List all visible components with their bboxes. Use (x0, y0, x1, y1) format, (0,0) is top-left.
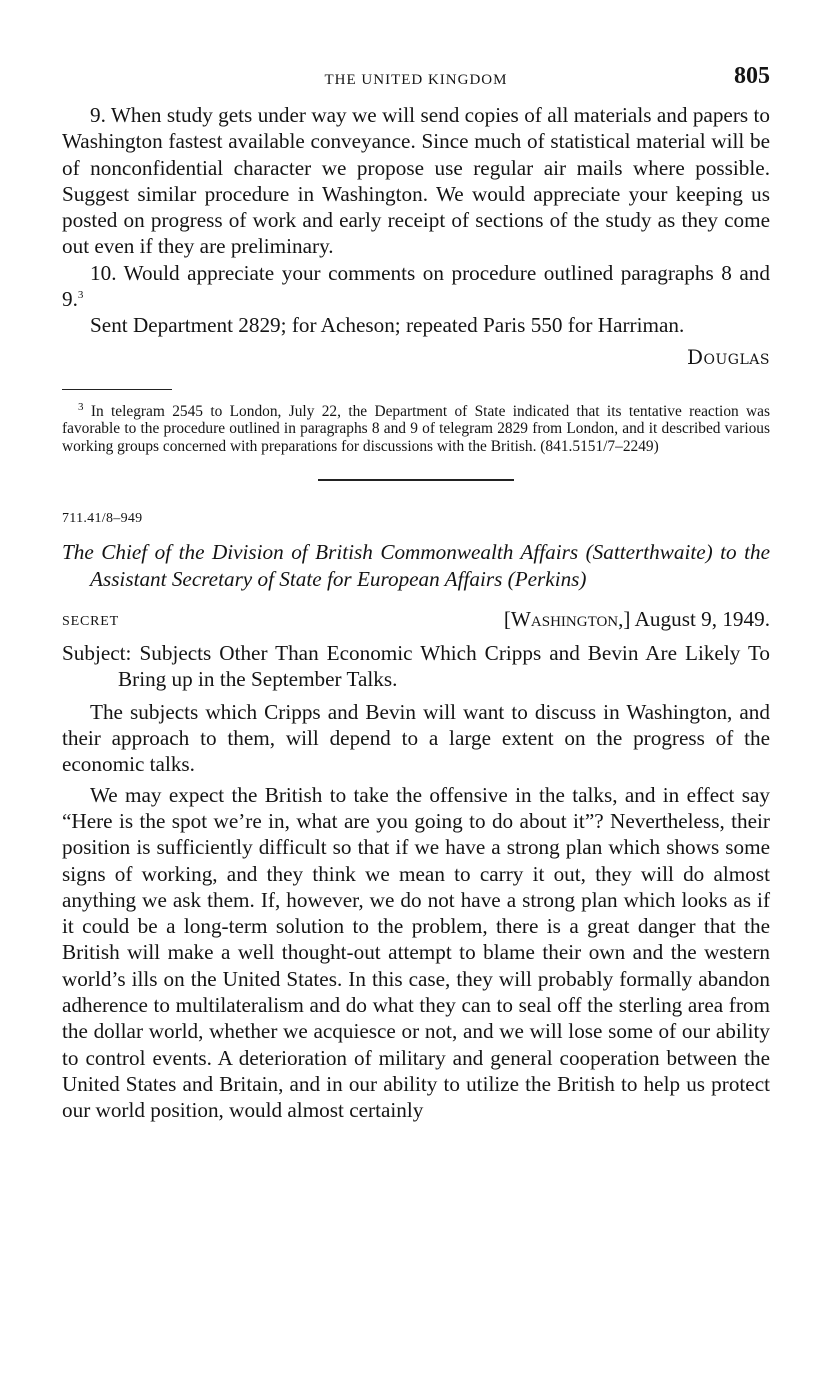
memo-body (62, 699, 770, 1124)
section-divider (318, 479, 514, 481)
document-page (62, 60, 770, 1124)
document-heading: The Chief of the Division of British Commonwealth Affairs (Satterthwaite) to the Assistant Secretary of State for European Affairs (Perkins) (62, 540, 770, 592)
subject-line (62, 640, 770, 693)
subject-label: Subject: (62, 641, 132, 666)
telegram-distribution-line: Sent Department 2829; for Acheson; repeated Paris 550 for Harriman. (90, 313, 685, 338)
dateline (62, 607, 770, 637)
telegram-paragraph-9: 9. When study gets under way we will send copies of all materials and papers to Washington fastest available conveyance. Since much of statistical material will be of nonconfidential character we propose use regular air mails where possible. Suggest similar procedure in Washington. We would appreciate your keeping us posted on progress of work and early receipt of sections of the study as they come out even if they are preliminary. (62, 103, 770, 259)
telegram-paragraph-10 (62, 260, 770, 313)
date-place: [Washington,] (503, 607, 631, 632)
date-value: August 9, 1949. (634, 607, 770, 632)
telegram-paragraph-10-text: 10. Would appreciate your comments on procedure outlined paragraphs 8 and 9. (62, 260, 770, 312)
page-number: 805 (734, 63, 770, 89)
document-date (504, 607, 770, 632)
footnote (62, 400, 770, 456)
memo-paragraph-2: We may expect the British to take the offensive in the talks, and in effect say “Here is the spot we’re in, what are you going to do about it”? Nevertheless, their position is sufficiently difficult so that if we have a strong plan which shows some signs of working, and they think we mean to carry it out, they will do almost anything we ask them. If, however, we do not have a strong plan which looks as if it could be a long-term solution to the problem, there is a great danger that the British will make a well thought-out attempt to blame their own and the western world’s ills on the United States. In this case, they will probably formally abandon adherence to multilateralism and do what they can to seal off the sterling area from the dollar world, whether we acquiesce or not, and we will lose some of our ability to control events. A deterioration of military and general cooperation between the United States and Britain, and in our ability to utilize the British to help us protect our world position, would almost certainly (62, 782, 770, 1123)
footnote-marker: 3 (78, 400, 84, 413)
memo-paragraph-1: The subjects which Cripps and Bevin will want to discuss in Washington, and their approach to them, will depend to a large extent on the progress of the economic talks. (62, 699, 770, 777)
footnote-divider (62, 389, 172, 390)
signature: Douglas (687, 344, 770, 369)
footnote-text: In telegram 2545 to London, July 22, the Department of State indicated that its tentative reaction was favorable to the procedure outlined in paragraphs 8 and 9 of telegram 2829 from London, and it described various working groups concerned with preparations for discussions with the British. (841.5151/7–2249) (62, 402, 770, 455)
footnote-reference[interactable]: 3 (77, 289, 84, 302)
telegram-body (62, 102, 770, 339)
classification-label: SECRET (62, 614, 119, 630)
running-head (62, 60, 770, 102)
subject-text: Subjects Other Than Economic Which Cripps and Bevin Are Likely To Bring up in the September Talks. (118, 641, 770, 692)
file-number: 711.41/8–949 (62, 511, 143, 527)
running-title: THE UNITED KINGDOM (324, 72, 508, 88)
